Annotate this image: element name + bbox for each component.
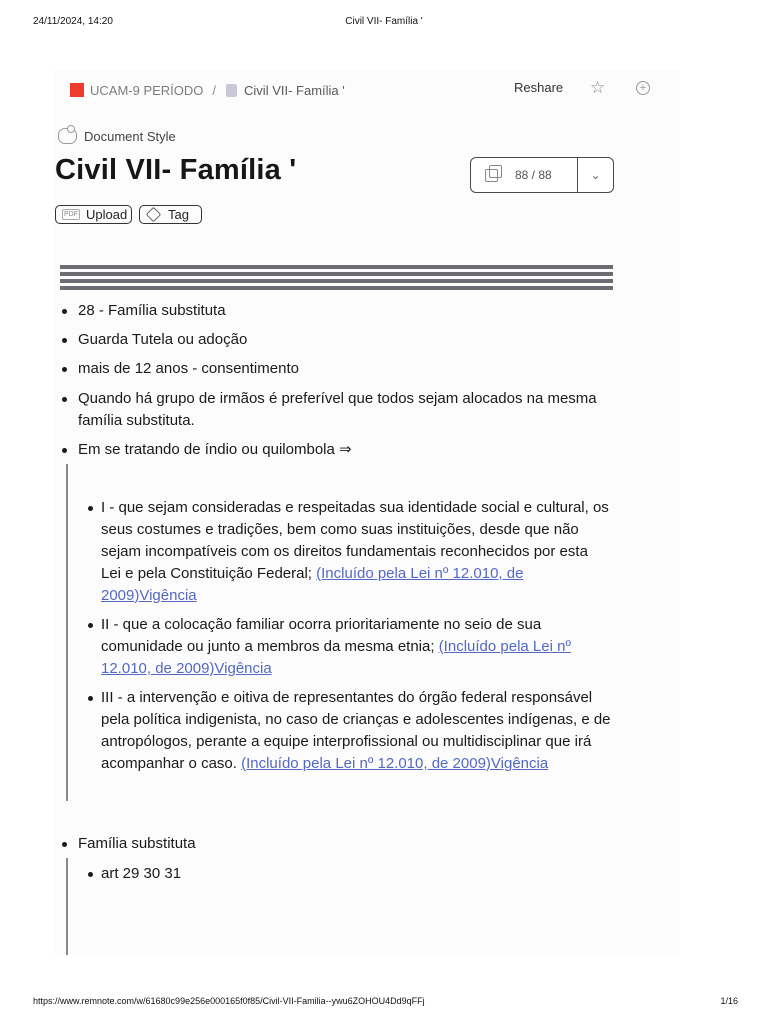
list-item[interactable]: mais de 12 anos - consentimento [78, 358, 598, 380]
breadcrumb [70, 80, 345, 100]
document-style-button[interactable] [58, 128, 176, 144]
tag-icon [146, 207, 162, 223]
print-footer [0, 996, 768, 1010]
breadcrumb-current[interactable]: Civil VII- Família ' [244, 82, 345, 98]
law-link[interactable]: (Incluído pela Lei nº 12.010, de 2009)Vigência [101, 565, 524, 604]
header-bars [60, 265, 613, 293]
list-item[interactable]: Família substituta [78, 833, 598, 855]
document-icon [226, 84, 237, 97]
document-style-label: Document Style [84, 128, 176, 144]
print-title: Civil VII- Família ' [345, 16, 423, 27]
list-item[interactable]: Em se tratando de índio ou quilombola ⇒ [78, 439, 598, 461]
bar-line [60, 286, 613, 290]
indent-guide [66, 858, 68, 955]
upload-button[interactable] [55, 205, 132, 224]
tag-label: Tag [168, 207, 189, 222]
list-item[interactable] [101, 614, 611, 680]
list-item[interactable]: 28 - Família substituta [78, 300, 598, 322]
print-datetime: 24/11/2024, 14:20 [33, 16, 113, 27]
law-link[interactable]: (Incluído pela Lei nº 12.010, de 2009)Vigência [241, 755, 549, 772]
pager-count: 88 / 88 [515, 168, 552, 182]
law-link[interactable]: (Incluído pela Lei nº 12.010, de 2009)Vigência [101, 638, 571, 677]
folder-icon [70, 83, 84, 97]
pager [470, 157, 614, 193]
list-item-text: II - que a colocação familiar ocorra prioritariamente no seio de sua comunidade ou junto a membros da mesma etnia; [101, 616, 542, 655]
indent-guide [66, 464, 68, 801]
copy-icon [485, 169, 498, 182]
breadcrumb-separator: / [212, 82, 217, 98]
upload-label: Upload [86, 207, 128, 222]
list-item[interactable]: Quando há grupo de irmãos é preferível que todos sejam alocados na mesma família substituta. [78, 388, 598, 432]
tag-button[interactable] [139, 205, 202, 224]
bar-line [60, 272, 613, 276]
list-item[interactable] [101, 687, 611, 775]
pager-count-button[interactable] [471, 158, 578, 192]
print-header [0, 16, 768, 32]
print-page-number: 1/16 [720, 996, 738, 1006]
list-item[interactable] [101, 497, 611, 607]
document-page [54, 70, 680, 955]
bar-line [60, 279, 613, 283]
palette-icon [58, 128, 77, 144]
chevron-down-icon[interactable]: ⌄ [590, 168, 601, 182]
breadcrumb-parent[interactable]: UCAM-9 PERÍODO [90, 82, 204, 98]
star-icon[interactable]: ☆ [590, 78, 606, 97]
page-title[interactable]: Civil VII- Família ' [55, 154, 297, 186]
add-icon[interactable]: + [636, 81, 650, 95]
list-item-text: I - que sejam consideradas e respeitadas sua identidade social e cultural, os seus costumes e tradições, bem como suas instituições, desde que não sejam incompatíveis com os direitos fundamentais reconhecidos por esta Lei e pela Constituição Federal; [101, 499, 609, 582]
list-item[interactable]: art 29 30 31 [101, 863, 611, 885]
pdf-icon: PDF [64, 211, 78, 218]
bar-line [60, 265, 613, 269]
print-url: https://www.remnote.com/w/61680c99e256e000165f0f85/Civil-VII-Familia--ywu6ZOHOU4Dd9qFFj [33, 996, 425, 1006]
reshare-button[interactable]: Reshare [514, 80, 564, 95]
list-item-text: III - a intervenção e oitiva de representantes do órgão federal responsável pela política indigenista, no caso de crianças e adolescentes indígenas, e de antropólogos, perante a equipe interprofissional ou multidisciplinar que irá acompanhar o caso. [101, 689, 611, 772]
list-item[interactable]: Guarda Tutela ou adoção [78, 329, 598, 351]
